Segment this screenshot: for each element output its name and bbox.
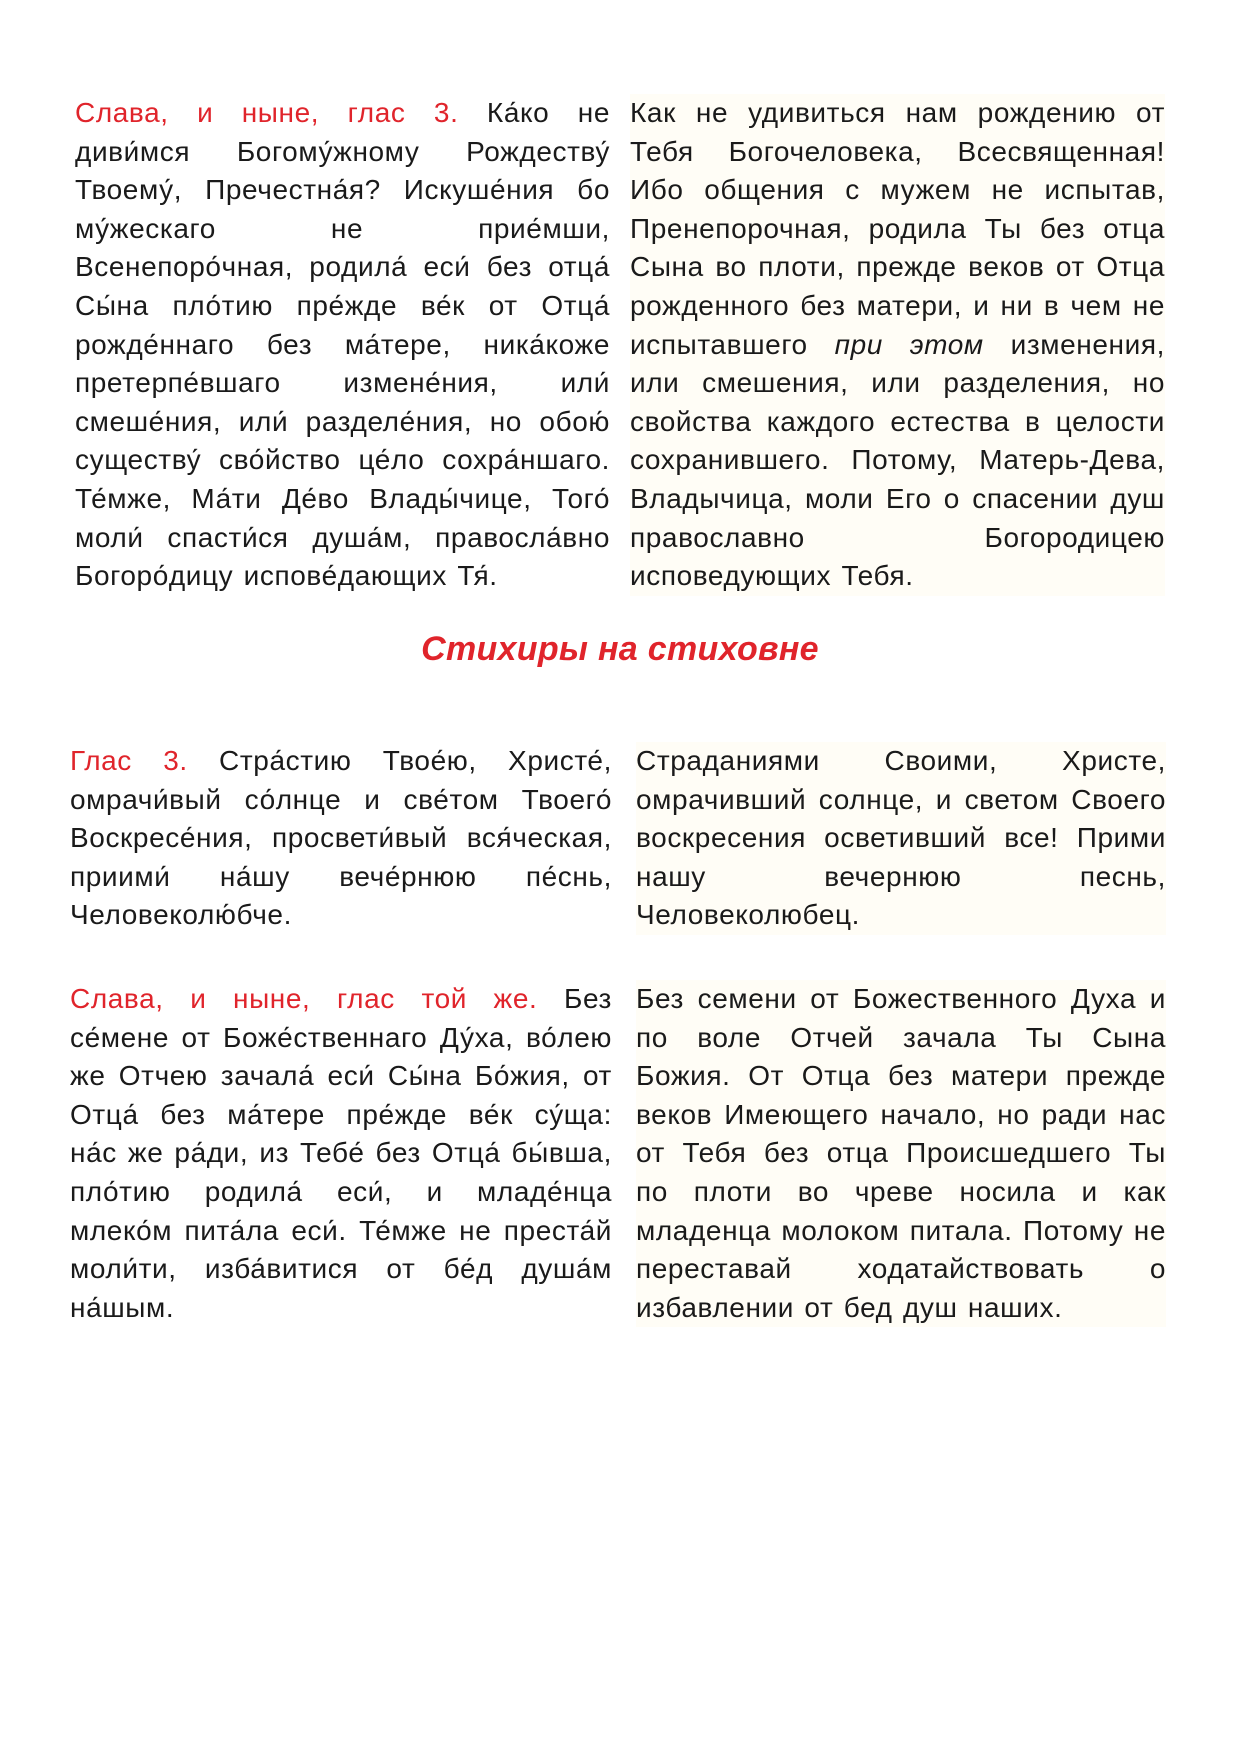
russian-text: Без семени от Божественного Духа и по воле Отчей зачала Ты Сына Божия. От Отца без матери прежде веков Имеющего начало, но ради нас от Тебя без отца Происшедшего Ты по плоти во чреве носила и как младенца молоком питала. Потому не переставай ходатайствовать о избавлении от бед душ наших. <box>636 983 1166 1323</box>
slavonic-text: Стра́стию Твое́ю, Христе́, омрачи́вый со́лнце и све́том Твоего́ Воскресе́ния, просвети́вый вся́ческая, приими́ на́шу вече́рнюю пе́снь, Человеколю́бче. <box>70 745 612 931</box>
russian-text-part-b: изменения, или смешения, или разделения, но свойства каждого естества в целости сохранившего. Потому, Матерь-Дева, Владычица, моли Его о спасении душ православно Богородицею исповедующих Тебя. <box>630 328 1165 592</box>
church-slavonic-column <box>75 94 610 596</box>
russian-translation-column <box>636 980 1166 1327</box>
slavonic-text: Без се́мене от Боже́ственнаго Ду́ха, во́лею же Отчею зачала́ еси́ Сы́на Бо́жия, от Отца́ без ма́тере пре́жде ве́к су́ща: на́с же ра́ди, из Тебе́ без Отца́ бы́вша, пло́тию родила́ еси́, и младе́нца млеко́м пита́ла еси́. Те́мже не преста́й моли́ти, изба́витися от бе́д душа́м на́шым. <box>70 983 612 1323</box>
rubric-label: Слава, и ныне, глас той же. <box>70 983 538 1014</box>
russian-text-italic: при этом <box>834 328 984 360</box>
rubric-label: Слава, и ныне, глас 3. <box>75 97 459 128</box>
russian-translation-column <box>636 742 1166 935</box>
section-heading: Стихиры на стиховне <box>421 630 819 668</box>
church-slavonic-column <box>70 980 612 1327</box>
russian-translation-column <box>630 94 1165 596</box>
rubric-label: Глас 3. <box>70 745 188 776</box>
russian-text-part-a: Как не удивиться нам рождению от Тебя Богочеловека, Всесвященная! Ибо общения с мужем не испытав, Пренепорочная, родила Ты без отца Сына во плоти, прежде веков от Отца рожденного без матери, и ни в чем не испытавшего <box>630 97 1165 360</box>
russian-text: Страданиями Своими, Христе, омрачивший солнце, и светом Своего воскресения осветивший все! Прими нашу вечернюю песнь, Человеколюбец. <box>636 745 1166 931</box>
slavonic-text: Ка́ко не диви́мся Богому́жному Рождеству́ Твоему́, Пречестна́я? Искуше́ния бо му́жескаго не прие́мши, Всенепоро́чная, родила́ еси́ без отца́ Сы́на пло́тию пре́жде ве́к от Отца́ рожде́ннаго без ма́тере, ника́коже претерпе́вшаго измене́ния, или́ смеше́ния, или́ разделе́ния, но обою́ существу́ сво́йство це́ло сохра́ншаго. Те́мже, Ма́ти Де́во Влады́чице, Того́ моли́ спасти́ся душа́м, правосла́вно Богоро́дицу испове́дающих Тя́. <box>75 97 610 592</box>
church-slavonic-column <box>70 742 612 935</box>
